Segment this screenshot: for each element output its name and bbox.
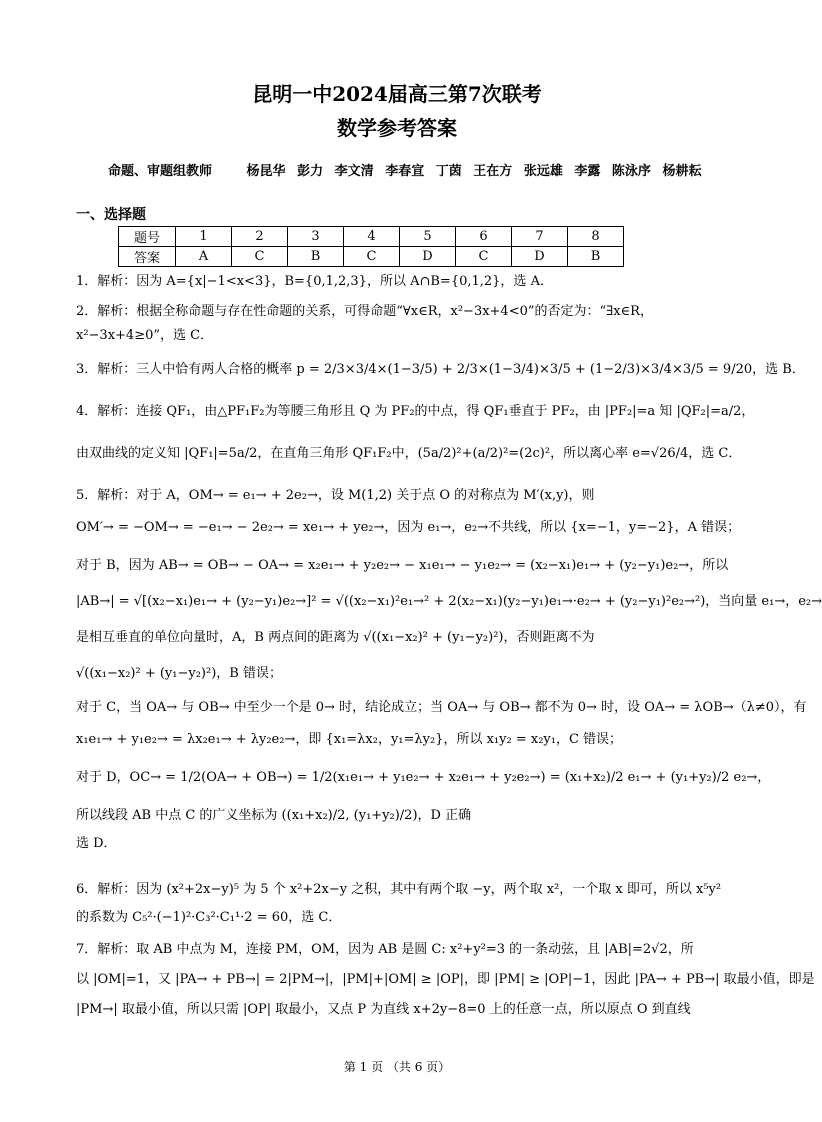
solution-5 <box>76 484 822 856</box>
table-cell: 3 <box>288 227 344 247</box>
solution-4 <box>76 400 755 466</box>
table-cell: 6 <box>456 227 512 247</box>
solution-line: x²−3x+4≥0”，选 C． <box>76 328 214 343</box>
solution-line: |AB→| = √[(x₂−x₁)e₁→ + (y₂−y₁)e₂→]² = √((x₂−x₁)²e₁→² + 2(x₂−x₁)(y₂−y₁)e₁→·e₂→ + (y₂−y₁)²e₂→²)，当向量 e₁→，e₂→ <box>76 594 822 609</box>
table-cell: 1 <box>176 227 232 247</box>
solution-line: 的系数为 C₅²·(−1)²·C₃²·C₁¹·2 = 60，选 C． <box>76 910 342 925</box>
table-row <box>119 227 624 247</box>
solution-line: 1．解析：因为 A={x|−1<x<3}，B={0,1,2,3}，所以 A∩B={0,1,2}，选 A． <box>76 274 553 289</box>
table-cell: D <box>512 247 568 267</box>
table-cell: A <box>176 247 232 267</box>
table-cell: 8 <box>568 227 624 247</box>
section-heading: 一、选择题 <box>76 207 146 223</box>
solution-line: 对于 C，当 OA→ 与 OB→ 中至少一个是 0→ 时，结论成立；当 OA→ 与 OB→ 都不为 0→ 时，设 OA→ = λOB→（λ≠0），有 <box>76 700 807 715</box>
solution-1 <box>76 270 716 294</box>
exam-title: 昆明一中2024届高三第7次联考 <box>252 82 542 106</box>
author-name: 李文清 <box>334 164 374 179</box>
author-name: 彭力 <box>297 164 324 179</box>
solution-line: 6．解析：因为 (x²+2x−y)⁵ 为 5 个 x²+2x−y 之积，其中有两个取 −y，两个取 x²，一个取 x 即可，所以 x⁵y² <box>76 882 722 897</box>
author-name: 李露 <box>574 164 601 179</box>
table-cell: B <box>288 247 344 267</box>
answer-key-title: 数学参考答案 <box>337 116 457 140</box>
solution-line: 选 D． <box>76 836 117 851</box>
solution-line: 以 |OM|=1，又 |PA→ + PB→| = 2|PM→|，|PM|+|OM| ≥ |OP|，即 |PM| ≥ |OP|−1，因此 |PA→ + PB→| 取最小值，即是 <box>76 972 815 987</box>
solution-2 <box>76 300 716 348</box>
solution-line: 所以线段 AB 中点 C 的广义坐标为 ((x₁+x₂)/2, (y₁+y₂)/2)，D 正确 <box>76 808 472 823</box>
table-cell: 7 <box>512 227 568 247</box>
page-footer: 第 1 页 （共 6 页） <box>343 1060 451 1074</box>
table-cell: C <box>456 247 512 267</box>
table-cell: C <box>344 247 400 267</box>
author-name: 杨昆华 <box>246 164 286 179</box>
solution-line: 5．解析：对于 A，OM→ = e₁→ + 2e₂→，设 M(1,2) 关于点 O 的对称点为 M′(x,y)，则 <box>76 488 595 503</box>
solution-line: 对于 B，因为 AB→ = OB→ − OA→ = x₂e₁→ + y₂e₂→ − x₁e₁→ − y₁e₂→ = (x₂−x₁)e₁→ + (y₂−y₁)e₂→，所以 <box>76 558 729 573</box>
solution-line: OM′→ = −OM→ = −e₁→ − 2e₂→ = xe₁→ + ye₂→，因为 e₁→，e₂→不共线，所以 {x=−1，y=−2}，A 错误； <box>76 520 741 535</box>
solution-6 <box>76 878 722 930</box>
table-header-cell: 题号 <box>119 227 176 247</box>
solution-line: 7．解析：取 AB 中点为 M，连接 PM，OM，因为 AB 是圆 C: x²+y²=3 的一条动弦，且 |AB|=2√2，所 <box>76 942 694 957</box>
solution-7 <box>76 938 815 1022</box>
solution-line: 对于 D，OC→ = 1/2(OA→ + OB→) = 1/2(x₁e₁→ + y₁e₂→ + x₂e₁→ + y₂e₂→) = (x₁+x₂)/2 e₁→ + (y₁+y₂)/2 e₂→， <box>76 770 771 785</box>
answer-table <box>118 226 624 267</box>
author-name: 张远雄 <box>523 164 563 179</box>
table-cell: 4 <box>344 227 400 247</box>
table-cell: 5 <box>400 227 456 247</box>
table-cell: 2 <box>232 227 288 247</box>
author-name: 王在方 <box>473 164 513 179</box>
author-name: 陈泳序 <box>611 164 651 179</box>
table-header-cell: 答案 <box>119 247 176 267</box>
solution-line: √((x₁−x₂)² + (y₁−y₂)²)，B 错误； <box>76 666 282 681</box>
table-cell: C <box>232 247 288 267</box>
table-row <box>119 247 624 267</box>
solution-line: 2．解析：根据全称命题与存在性命题的关系，可得命题“∀x∈R，x²−3x+4<0”的否定为：“∃x∈R， <box>76 304 653 319</box>
solution-line: 是相互垂直的单位向量时，A，B 两点间的距离为 √((x₁−x₂)² + (y₁−y₂)²)，否则距离不为 <box>76 630 595 645</box>
solution-line: 4．解析：连接 QF₁，由△PF₁F₂为等腰三角形且 Q 为 PF₂的中点，得 QF₁垂直于 PF₂，由 |PF₂|=a 知 |QF₂|=a/2， <box>76 404 755 419</box>
solution-line: 由双曲线的定义知 |QF₁|=5a/2，在直角三角形 QF₁F₂中，(5a/2)²+(a/2)²=(2c)²，所以离心率 e=√26/4，选 C． <box>76 446 742 461</box>
author-name: 丁茵 <box>435 164 462 179</box>
table-cell: B <box>568 247 624 267</box>
table-cell: D <box>400 247 456 267</box>
solution-line: 3．解析：三人中恰有两人合格的概率 p = 2/3×3/4×(1−3/5) + 2/3×(1−3/4)×3/5 + (1−2/3)×3/4×3/5 = 9/20，选 B． <box>76 362 805 377</box>
author-name: 杨耕耘 <box>662 164 702 179</box>
author-name: 李春宣 <box>385 164 425 179</box>
authors-line <box>108 160 708 179</box>
solution-line: |PM→| 取最小值，所以只需 |OP| 取最小，又点 P 为直线 x+2y−8=0 上的任意一点，所以原点 O 到直线 <box>76 1002 691 1017</box>
authors-role: 命题、审题组教师 <box>108 164 213 179</box>
solution-3 <box>76 358 805 382</box>
solution-line: x₁e₁→ + y₁e₂→ = λx₂e₁→ + λy₂e₂→，即 {x₁=λx₂，y₁=λy₂}，所以 x₁y₂ = x₂y₁，C 错误； <box>76 732 623 747</box>
